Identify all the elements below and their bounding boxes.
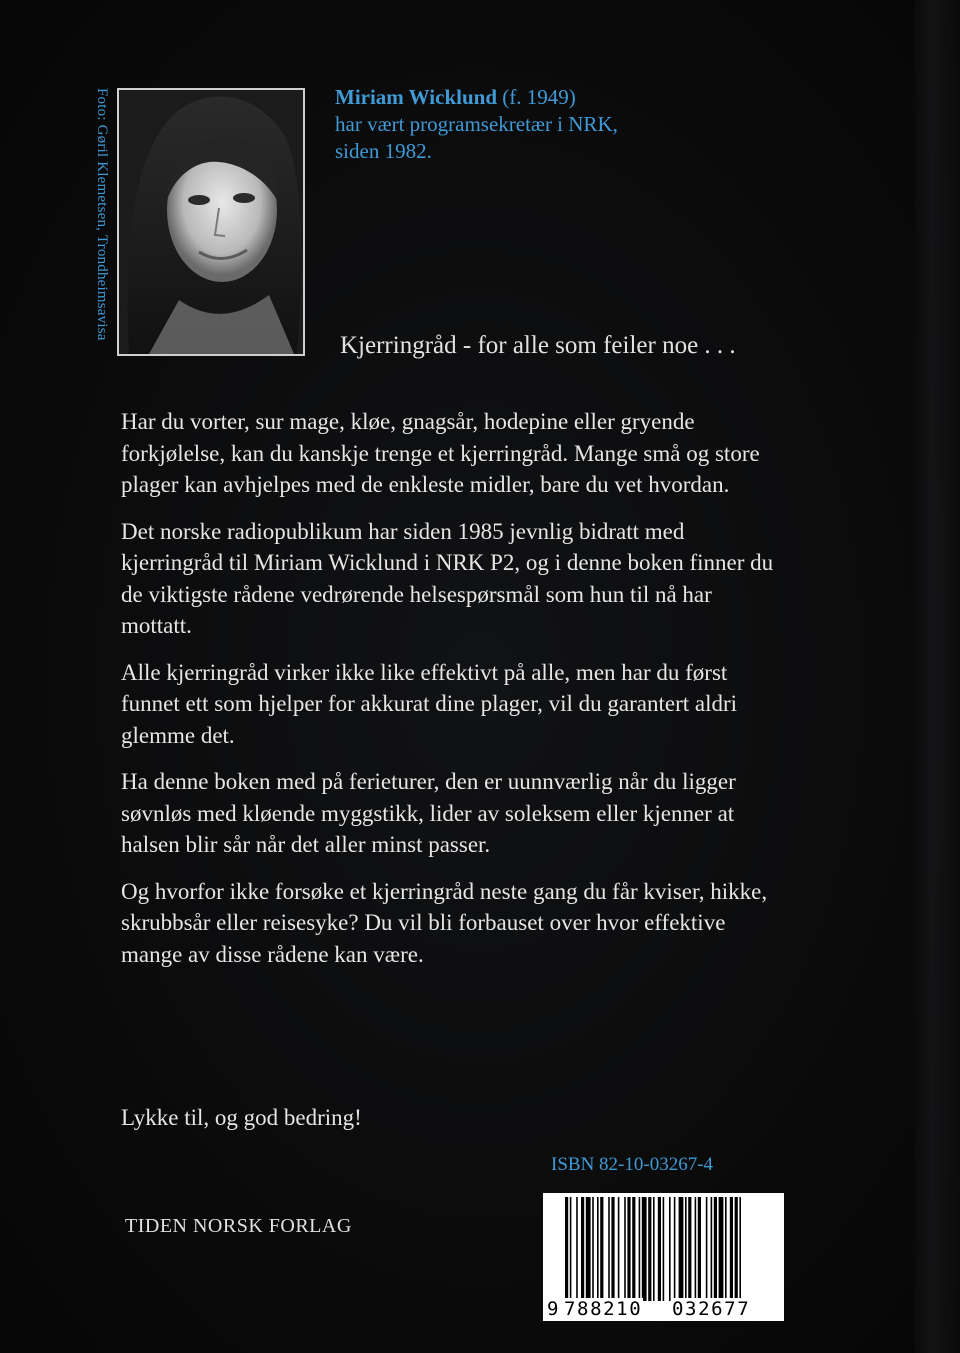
barcode-bar [581,1197,584,1301]
barcode-bar [698,1197,701,1301]
barcode-bar [669,1197,671,1301]
blurb-paragraph-2: Det norske radiopublikum har siden 1985 jevnlig bidratt med kjerringråd til Miriam Wicklund i NRK P2, og i denne boken finner du de viktigste rådene vedrørende helsespørsmål som hun til nå har mottatt. [121,518,774,638]
author-photo [117,88,305,356]
barcode-bar [618,1197,620,1301]
barcode-first-digit: 9 [547,1298,559,1320]
barcode-bar [735,1197,738,1301]
barcode-bar [648,1197,651,1301]
author-bio-line2: har vært programsekretær i NRK, [335,112,618,136]
barcode-bar [592,1197,594,1301]
blurb-paragraph-5: Og hvorfor ikke forsøke et kjerringråd neste gang du får kviser, hikke, skrubbsår eller reisesyke? Du vil bli forbauset over hvor effektive mange av disse rådene kan være. [121,878,768,967]
barcode-bar [576,1197,578,1301]
barcode-bar [695,1197,697,1301]
blurb-text [121,406,781,985]
publisher-name: TIDEN NORSK FORLAG [125,1215,352,1237]
barcode-bar [653,1197,655,1301]
barcode-bar [627,1197,630,1301]
barcode-bar [600,1197,603,1301]
barcode [543,1193,784,1321]
barcode-bar [730,1197,733,1301]
photo-credit: Foto: Gøril Klemetsen, Trondheimsavisa [94,88,110,341]
blurb-paragraph-1: Har du vorter, sur mage, kløe, gnagsår, hodepine eller gryende forkjølelse, kan du kanskje trenge et kjerringråd. Mange små og store plager kan avhjelpes med de enkleste midler, bare du vet hvordan. [121,409,760,497]
barcode-bar [570,1197,572,1301]
author-bio-line3: siden 1982. [335,139,432,163]
barcode-bar [642,1197,647,1301]
barcode-bar [711,1197,713,1301]
blurb-paragraph-3: Alle kjerringråd virker ikke like effektivt på alle, men har du først funnet ett som hjelper for akkurat dine plager, vil du garantert aldri glemme det. [121,659,738,748]
barcode-digits [543,1298,784,1320]
barcode-bar [679,1197,684,1301]
blurb-paragraph-4: Ha denne boken med på ferieturer, den er uunnværlig når du ligger søvnløs med kløende myggstikk, lider av soleksem eller kjenner at halsen blir sår når det aller minst passer. [121,769,736,857]
isbn: ISBN 82-10-03267-4 [551,1154,714,1175]
barcode-bar [608,1197,610,1301]
barcode-group-1: 788210 [564,1298,643,1320]
barcode-bar [597,1197,599,1301]
barcode-bar [714,1197,717,1301]
barcode-bar [685,1197,687,1301]
barcode-bar [611,1197,614,1301]
barcode-bars [543,1193,784,1301]
barcode-bar [688,1197,691,1301]
barcode-bar [565,1197,568,1301]
barcode-bar [725,1197,727,1301]
closing-line: Lykke til, og god bedring! [121,1105,362,1130]
barcode-bar [624,1197,626,1301]
tagline: Kjerringråd - for alle som feiler noe . . . [340,332,736,359]
barcode-bar [719,1197,724,1301]
author-birth: (f. 1949) [502,85,576,109]
author-name: Miriam Wicklund [335,85,498,109]
cover-spine-edge [914,0,960,1353]
barcode-group-2: 032677 [672,1298,751,1320]
barcode-bar [706,1197,708,1301]
barcode-bar [632,1197,635,1301]
barcode-bar [674,1197,676,1301]
author-bio [335,84,695,165]
barcode-bar [739,1197,741,1301]
barcode-bar [586,1197,591,1301]
barcode-bar [658,1197,661,1301]
barcode-bar [663,1197,665,1301]
author-bio-line1 [335,84,695,111]
barcode-bar [639,1197,641,1301]
